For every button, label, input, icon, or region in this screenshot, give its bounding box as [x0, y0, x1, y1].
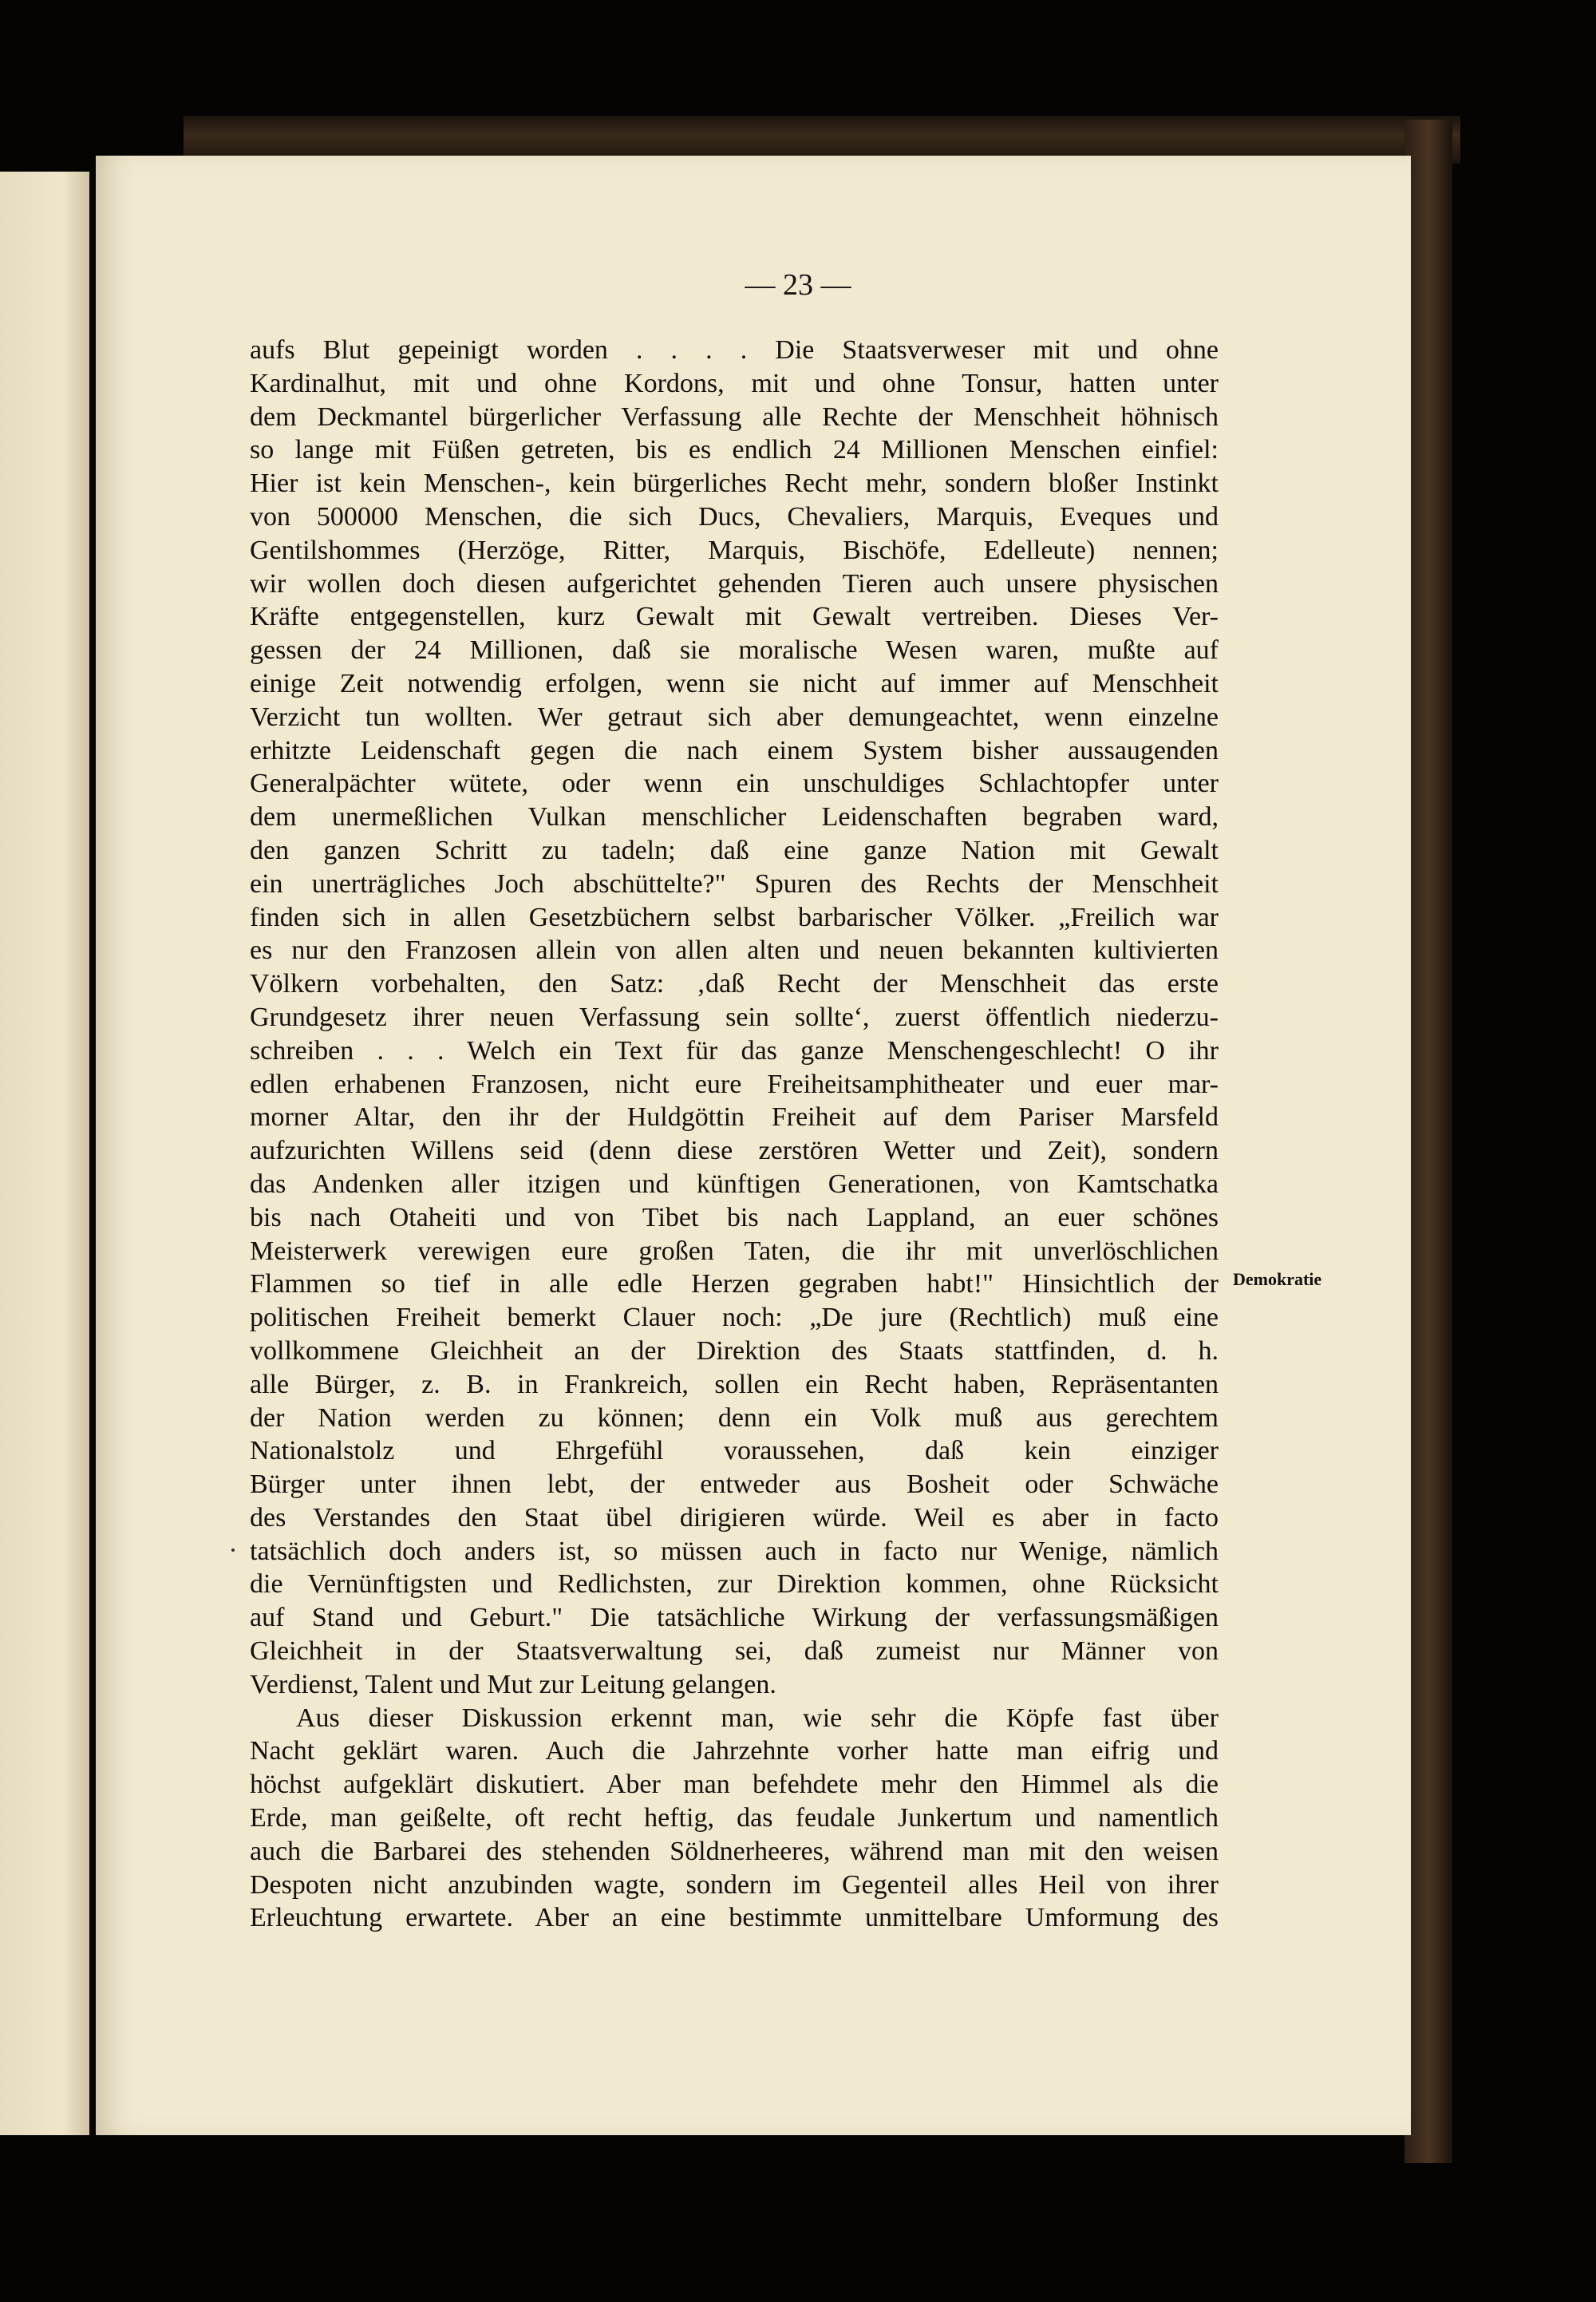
text-line: Nacht geklärt waren. Auch die Jahrzehnte vorher hatte man eifrig und — [250, 1736, 1219, 1766]
text-line: das Andenken aller itzigen und künftigen Generationen, von Kamtschatka — [250, 1169, 1219, 1199]
text-line: Bürger unter ihnen lebt, der entweder aus Bosheit oder Schwäche — [250, 1469, 1219, 1500]
text-line: Gleichheit in der Staatsverwaltung sei, daß zumeist nur Männer von — [250, 1636, 1219, 1667]
text-line: gessen der 24 Millionen, daß sie moralische Wesen waren, mußte auf — [250, 635, 1219, 666]
text-line: einige Zeit notwendig erfolgen, wenn sie nicht auf immer auf Menschheit — [250, 668, 1219, 698]
print-speck — [231, 1549, 235, 1552]
text-line: politischen Freiheit bemerkt Clauer noch: „De jure (Rechtlich) muß eine — [250, 1303, 1219, 1333]
book-cover-right-edge — [1404, 120, 1452, 2163]
text-line: aufs Blut gepeinigt worden . . . . Die Staatsverweser mit und ohne — [250, 335, 1219, 365]
text-line: aufzurichten Willens seid (denn diese zerstören Wetter und Zeit), sondern — [250, 1136, 1219, 1166]
text-line: Despoten nicht anzubinden wagte, sondern im Gegenteil alles Heil von ihrer — [250, 1869, 1219, 1900]
text-line: Verdienst, Talent und Mut zur Leitung gelangen. — [250, 1669, 776, 1699]
text-line: ein unerträgliches Joch abschüttelte?" Spuren des Rechts der Menschheit — [250, 868, 1219, 899]
text-line: tatsächlich doch anders ist, so müssen auch in facto nur Wenige, nämlich — [250, 1536, 1219, 1566]
text-line: Gentilshommes (Herzöge, Ritter, Marquis, Bischöfe, Edelleute) nennen; — [250, 535, 1219, 565]
body-text — [250, 334, 1219, 1935]
text-line: morner Altar, den ihr der Huldgöttin Freiheit auf dem Pariser Marsfeld — [250, 1102, 1219, 1133]
text-line: Völkern vorbehalten, den Satz: ‚daß Recht der Menschheit das erste — [250, 969, 1219, 999]
text-line: auch die Barbarei des stehenden Söldnerheeres, während man mit den weisen — [250, 1836, 1219, 1866]
text-line: des Verstandes den Staat übel dirigieren würde. Weil es aber in facto — [250, 1502, 1219, 1533]
text-line: erhitzte Leidenschaft gegen die nach einem System bisher aussaugenden — [250, 735, 1219, 765]
text-line: den ganzen Schritt zu tadeln; daß eine ganze Nation mit Gewalt — [250, 835, 1219, 865]
text-line: von 500000 Menschen, die sich Ducs, Chevaliers, Marquis, Eveques und — [250, 501, 1219, 532]
text-line: vollkommene Gleichheit an der Direktion des Staats stattfinden, d. h. — [250, 1335, 1219, 1366]
text-line: Meisterwerk verewigen eure großen Taten, die ihr mit unverlöschlichen — [250, 1236, 1219, 1266]
text-line: Grundgesetz ihrer neuen Verfassung sein sollte‘, zuerst öffentlich niederzu- — [250, 1002, 1219, 1032]
text-line: Aus dieser Diskussion erkennt man, wie sehr die Köpfe fast über — [296, 1703, 1219, 1733]
text-line: Nationalstolz und Ehrgefühl voraussehen, daß kein einziger — [250, 1436, 1219, 1466]
text-line: Generalpächter wütete, oder wenn ein unschuldiges Schlachtopfer unter — [250, 769, 1219, 799]
text-line: finden sich in allen Gesetzbüchern selbst barbarischer Völker. „Freilich war — [250, 902, 1219, 932]
text-line: wir wollen doch diesen aufgerichtet gehenden Tieren auch unsere physischen — [250, 568, 1219, 599]
text-line: schreiben . . . Welch ein Text für das ganze Menschengeschlecht! O ihr — [250, 1035, 1219, 1066]
text-line: Flammen so tief in alle edle Herzen gegraben habt!" Hinsichtlich der — [250, 1269, 1219, 1299]
text-line: Erde, man geißelte, oft recht heftig, das feudale Junkertum und namentlich — [250, 1803, 1219, 1833]
text-line: edlen erhabenen Franzosen, nicht eure Freiheitsamphitheater und euer mar- — [250, 1069, 1219, 1099]
left-page-edge — [0, 172, 89, 2135]
text-line: Kardinalhut, mit und ohne Kordons, mit und ohne Tonsur, hatten unter — [250, 368, 1219, 398]
text-line: Erleuchtung erwartete. Aber an eine bestimmte unmittelbare Umformung des — [250, 1903, 1219, 1933]
text-line: Verzicht tun wollten. Wer getraut sich aber demungeachtet, wenn einzelne — [250, 702, 1219, 732]
margin-note: Demokratie — [1233, 1269, 1322, 1289]
text-line: dem Deckmantel bürgerlicher Verfassung alle Rechte der Menschheit höhnisch — [250, 401, 1219, 432]
text-line: es nur den Franzosen allein von allen alten und neuen bekannten kultivierten — [250, 935, 1219, 966]
text-line: die Vernünftigsten und Redlichsten, zur Direktion kommen, ohne Rücksicht — [250, 1569, 1219, 1600]
text-line: dem unermeßlichen Vulkan menschlicher Leidenschaften begraben ward, — [250, 802, 1219, 833]
text-line: so lange mit Füßen getreten, bis es endlich 24 Millionen Menschen einfiel: — [250, 435, 1219, 465]
text-line: Hier ist kein Menschen-, kein bürgerliches Recht mehr, sondern bloßer Instinkt — [250, 469, 1219, 499]
text-line: höchst aufgeklärt diskutiert. Aber man befehdete mehr den Himmel als die — [250, 1770, 1219, 1800]
text-line: der Nation werden zu können; denn ein Volk muß aus gerechtem — [250, 1402, 1219, 1433]
text-line: Kräfte entgegenstellen, kurz Gewalt mit Gewalt vertreiben. Dieses Ver- — [250, 602, 1219, 632]
page-number: — 23 — — [745, 268, 851, 302]
text-line: alle Bürger, z. B. in Frankreich, sollen ein Recht haben, Repräsentanten — [250, 1369, 1219, 1399]
text-line: bis nach Otaheiti und von Tibet bis nach Lappland, an euer schönes — [250, 1202, 1219, 1232]
text-line: auf Stand und Geburt." Die tatsächliche Wirkung der verfassungsmäßigen — [250, 1603, 1219, 1633]
